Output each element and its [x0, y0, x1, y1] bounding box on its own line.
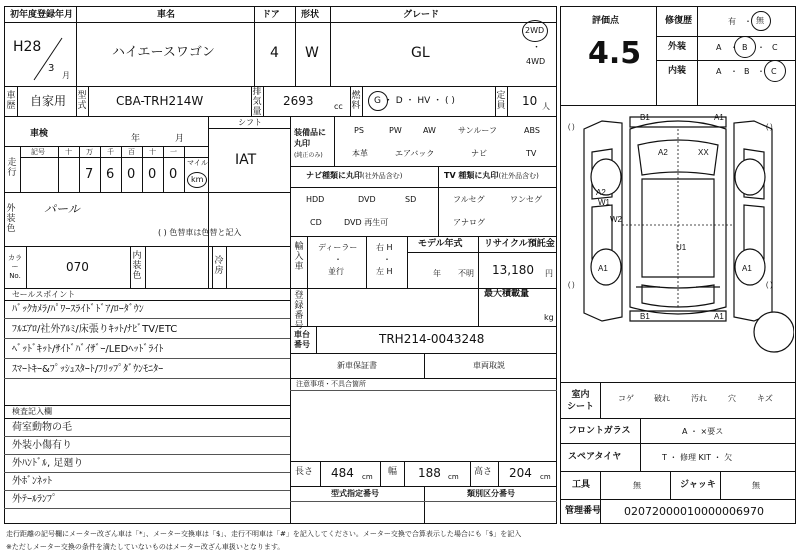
- import-dealer[interactable]: ディーラー: [318, 243, 358, 252]
- height-unit: cm: [540, 473, 551, 481]
- sales-point: ﾊﾞｯｸｶﾒﾗ/ﾊﾟﾜｰｽﾗｲﾄﾞﾄﾞｱ/ﾛｰﾀﾞｳﾝ: [12, 304, 144, 315]
- notes-label: 注意事項・不具合箇所: [296, 380, 366, 388]
- inspector-note: 外ﾃｰﾙﾗﾝﾌﾟ: [12, 494, 57, 505]
- interior-seat-label: 室内 シート: [567, 390, 595, 412]
- damage-mark: B1: [640, 113, 650, 122]
- mileage-col-tens: 十: [149, 148, 156, 156]
- shaken-year-unit: 年: [131, 134, 141, 144]
- diagram-paren: ( ): [568, 124, 575, 131]
- recycle-label: リサイクル預託金: [484, 239, 555, 249]
- shift-label: シフト: [238, 118, 262, 127]
- shift-value: IAT: [235, 152, 257, 168]
- exterior-grade-b[interactable]: B: [742, 43, 748, 52]
- tv-type-label: TV 種類に丸印(社外品含む): [444, 171, 539, 180]
- length-value: 484: [331, 466, 354, 480]
- equip-ps[interactable]: PS: [354, 126, 364, 135]
- windshield-options[interactable]: A ・ ×要ス: [682, 427, 724, 436]
- model-code: CBA-TRH214W: [116, 94, 204, 108]
- mileage-label: 走 行: [7, 158, 17, 178]
- interior-color-label: 内 装 色: [132, 251, 142, 281]
- score-value: 4.5: [588, 36, 642, 71]
- damage-mark: XX: [698, 148, 709, 157]
- left-hand-drive[interactable]: 左 H: [376, 267, 393, 276]
- navi-sd[interactable]: SD: [405, 195, 417, 204]
- mileage-col-ten-thousands-x10: 十: [65, 148, 72, 156]
- color-note: ( ) 色替車は色替と記入: [158, 228, 242, 237]
- first-reg-month-unit: 月: [62, 71, 70, 80]
- spare-tire-options[interactable]: T ・ 修理 KIT ・ 欠: [662, 453, 733, 462]
- mileage-col-hundreds: 百: [128, 148, 135, 156]
- footer-note-2: ※ただしメーター交換の条件を満たしていないものはメーター改ざん車扱いとなります。: [6, 543, 285, 551]
- diagram-paren: ( ): [766, 124, 773, 131]
- height-value: 204: [509, 466, 532, 480]
- mileage-col-thousands: 千: [107, 148, 114, 156]
- interior-grade-b[interactable]: B: [744, 67, 750, 76]
- shaken-month-unit: 月: [175, 134, 185, 144]
- mileage-digit: 0: [169, 167, 178, 182]
- door-label: ドア: [262, 10, 280, 20]
- recycle-unit: 円: [545, 269, 553, 278]
- first-reg-label: 初年度登録年月: [10, 10, 74, 20]
- inspector-note: 荷室動物の毛: [12, 422, 72, 433]
- management-no: 02072000010000006970: [624, 505, 764, 518]
- navi-dvd[interactable]: DVD: [358, 195, 376, 204]
- recycle-amount: 13,180: [492, 263, 534, 277]
- seat-burn[interactable]: コゲ: [618, 394, 634, 403]
- windshield-label: フロントガラス: [568, 426, 631, 436]
- jack-value: 無: [752, 481, 760, 490]
- displacement-unit: cc: [334, 102, 343, 111]
- length-label: 長さ: [295, 467, 314, 477]
- new-car-warranty[interactable]: 新車保証書: [337, 361, 377, 370]
- mileage-digit: 7: [85, 167, 94, 182]
- right-hand-drive[interactable]: 右 H: [376, 243, 393, 252]
- color-no: 070: [66, 260, 89, 274]
- sales-point: ﾍﾞｯﾄﾞｷｯﾄ/ｻｲﾄﾞﾊﾞｲｻﾞｰ/LEDﾍｯﾄﾞﾗｲﾄ: [12, 344, 164, 355]
- chassis-label: 車台 番号: [294, 330, 310, 349]
- capacity-label: 定 員: [496, 91, 506, 111]
- jack-label: ジャッキ: [680, 480, 716, 490]
- damage-mark: B1: [640, 312, 650, 321]
- damage-mark: U1: [676, 243, 687, 252]
- first-reg-year: H28: [13, 39, 42, 55]
- seat-stain[interactable]: 汚れ: [691, 394, 707, 403]
- inspector-note: 外装小傷有り: [12, 440, 72, 451]
- height-label: 高さ: [474, 467, 493, 477]
- width-label: 幅: [388, 467, 398, 477]
- mileage-digit: 0: [148, 167, 157, 182]
- car-name: ハイエースワゴン: [112, 45, 215, 60]
- car-name-label: 車名: [157, 10, 176, 20]
- length-unit: cm: [362, 473, 373, 481]
- width-value: 188: [418, 466, 441, 480]
- sales-point: ﾌﾙｴｱﾛ/社外ｱﾙﾐ/床張りｷｯﾄ/ﾅﾋﾞTV/ETC: [12, 324, 178, 335]
- color-no-label: カラー No.: [8, 254, 22, 280]
- displacement: 2693: [283, 94, 314, 108]
- equip-airbag[interactable]: エアバック: [395, 149, 435, 158]
- equip-tv[interactable]: TV: [526, 149, 537, 158]
- max-load-unit: kg: [544, 313, 554, 322]
- sales-points-label: セールスポイント: [12, 290, 76, 299]
- damage-mark: A2: [658, 148, 668, 157]
- equipment-label: 装備品に 丸印 (純正のみ): [294, 128, 326, 159]
- category-label: 類別区分番号: [467, 489, 515, 498]
- damage-mark: A1: [598, 264, 608, 273]
- tools-value: 無: [633, 481, 641, 490]
- km-label: km: [191, 175, 204, 184]
- damage-mark: A1: [742, 264, 752, 273]
- mileage-digit: 6: [106, 167, 115, 182]
- fuel-label: 燃 料: [351, 91, 361, 111]
- grade-value: GL: [411, 45, 430, 61]
- repair-yes[interactable]: 有: [728, 17, 736, 26]
- import-parallel[interactable]: 並行: [328, 267, 344, 276]
- equip-aw[interactable]: AW: [423, 126, 436, 135]
- aircon-label: 冷 房: [214, 256, 224, 276]
- door-count: 4: [270, 45, 279, 61]
- drive-2wd: 2WD: [525, 26, 545, 35]
- score-label: 評価点: [592, 16, 620, 26]
- capacity: 10: [522, 94, 538, 108]
- model-year-label: モデル年式: [418, 239, 463, 249]
- repair-history-label: 修復歴: [665, 16, 693, 26]
- equip-sunroof[interactable]: サンルーフ: [458, 126, 497, 135]
- interior-grade-a[interactable]: A: [716, 67, 722, 76]
- shape-label: 形状: [301, 10, 320, 20]
- mileage-col-ten-thousands: 万: [86, 148, 93, 156]
- equip-pw[interactable]: PW: [389, 126, 402, 135]
- chassis-number: TRH214-0043248: [379, 332, 485, 346]
- usage-label: 車 歴: [6, 91, 16, 111]
- diagram-paren: ( ): [568, 282, 575, 289]
- exterior-grade-a[interactable]: A: [716, 43, 722, 52]
- spare-tire-label: スペアタイヤ: [568, 452, 622, 462]
- first-reg-month: 3: [48, 63, 55, 74]
- import-label: 輸 入 車: [294, 242, 304, 272]
- repair-none[interactable]: 無: [756, 16, 764, 25]
- damage-mark: W1: [598, 198, 610, 207]
- max-load-label: 最大積載量: [484, 289, 530, 299]
- sales-point: ｽﾏｰﾄｷｰ&ﾌﾟｯｼｭｽﾀｰﾄ/ﾌﾘｯﾌﾟﾀﾞｳﾝﾓﾆﾀｰ: [12, 364, 164, 375]
- width-unit: cm: [448, 473, 459, 481]
- inspector-note: 外ﾊﾝﾄﾞﾙ, 足廻り: [12, 458, 84, 469]
- seat-hole[interactable]: 穴: [728, 394, 736, 403]
- fuel-options: G ・ D ・ HV ・ ( ): [374, 96, 455, 106]
- mileage-digit: 0: [127, 167, 136, 182]
- model-year-unit: 年: [433, 269, 441, 278]
- management-no-label: 管理番号: [565, 506, 602, 516]
- footer-note-1: 走行距離の記号欄にメーター改ざん車は「*」、メーター交換車は「$」、走行不明車は「#」を記入してください。メーター交換で合算表示した場合にも「$」を記入: [6, 530, 522, 538]
- tv-oneseg[interactable]: ワンセグ: [510, 195, 542, 204]
- damage-mark: W2: [610, 215, 622, 224]
- navi-hdd[interactable]: HDD: [306, 195, 325, 204]
- inspector-notes-label: 検査記入欄: [12, 407, 52, 416]
- damage-mark: A1: [714, 312, 724, 321]
- vehicle-damage-diagram: [562, 107, 794, 382]
- mileage-col-symbol: 記号: [31, 148, 45, 156]
- equip-navi[interactable]: ナビ: [471, 149, 487, 158]
- damage-mark: A2: [596, 188, 606, 197]
- exterior-color-label: 外 装 色: [6, 204, 16, 234]
- body-shape: W: [305, 45, 319, 61]
- exterior-grade-label: 外装: [668, 42, 687, 52]
- seat-scratch[interactable]: キズ: [757, 394, 773, 403]
- exterior-color: パール: [44, 202, 80, 216]
- capacity-unit: 人: [542, 102, 550, 111]
- equip-leather[interactable]: 本革: [352, 149, 368, 158]
- tv-fullseg[interactable]: フルセグ: [453, 195, 485, 204]
- tools-label: 工具: [572, 480, 591, 490]
- damage-mark: A1: [714, 113, 724, 122]
- grade-label: グレード: [403, 10, 440, 20]
- displacement-label: 排 気 量: [252, 87, 262, 117]
- interior-grade-c[interactable]: C: [771, 67, 777, 76]
- drive-4wd: 4WD: [526, 57, 546, 66]
- reg-no-label: 登 録 番 号: [294, 291, 304, 331]
- exterior-grade-c[interactable]: C: [772, 43, 778, 52]
- model-year-unknown: 不明: [458, 269, 474, 278]
- owner-manual[interactable]: 車両取説: [473, 361, 505, 370]
- interior-grade-label: 内装: [668, 66, 687, 76]
- type-designation-label: 型式指定番号: [331, 489, 379, 498]
- mileage-col-ones: 一: [170, 148, 177, 156]
- seat-tear[interactable]: 破れ: [654, 394, 670, 403]
- navi-cd[interactable]: CD: [310, 218, 322, 227]
- navi-dvd-playback[interactable]: DVD 再生可: [344, 218, 389, 227]
- tv-analog[interactable]: アナログ: [453, 218, 485, 227]
- equip-abs[interactable]: ABS: [524, 126, 540, 135]
- diagram-paren: ( ): [766, 282, 773, 289]
- inspector-note: 外ﾎﾞﾝﾈｯﾄ: [12, 476, 52, 487]
- shaken-label: 車検: [30, 129, 49, 139]
- usage: 自家用: [30, 94, 67, 108]
- navi-type-label: ナビ種類に丸印(社外品含む): [306, 171, 403, 180]
- mile-label: マイル: [187, 159, 208, 167]
- model-label: 型 式: [77, 91, 87, 111]
